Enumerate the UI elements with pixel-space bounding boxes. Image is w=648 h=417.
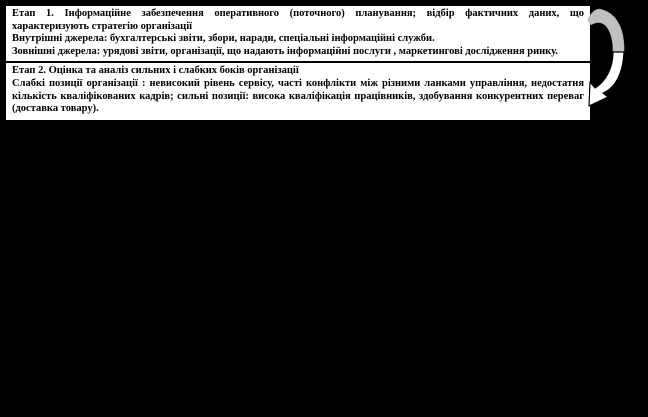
- stage2-box: [6, 61, 590, 120]
- stage1-internal-sources: Внутрішні джерела: бухгалтерські звіти, збори, наради, спеціальні інформаційні служби.: [12, 33, 435, 45]
- stage1-box: [6, 6, 590, 61]
- stage2-body: Слабкі позиції організації : невисокий рівень сервісу, часті конфлікти між різними ланками управління, недостатня кількість кваліфікованих кадрів; сильні позиції: висока кваліфікація працівників, здобування конкурентних переваг (доставка товару).: [12, 77, 584, 115]
- stage1-header: Етап 1. Інформаційне забезпечення оперативного (поточного) планування; відбір фактичних даних, що характеризують стратегію організації: [12, 8, 584, 32]
- stages-panel: [4, 4, 592, 122]
- curved-down-arrow-icon: [584, 8, 630, 108]
- stage2-header: Етап 2. Оцінка та аналіз сильних і слабких боків організації: [12, 65, 299, 77]
- stage1-external-sources: Зовнішні джерела: урядові звіти, організації, що надають інформаційні послуги , маркетингові дослідження ринку.: [12, 45, 558, 57]
